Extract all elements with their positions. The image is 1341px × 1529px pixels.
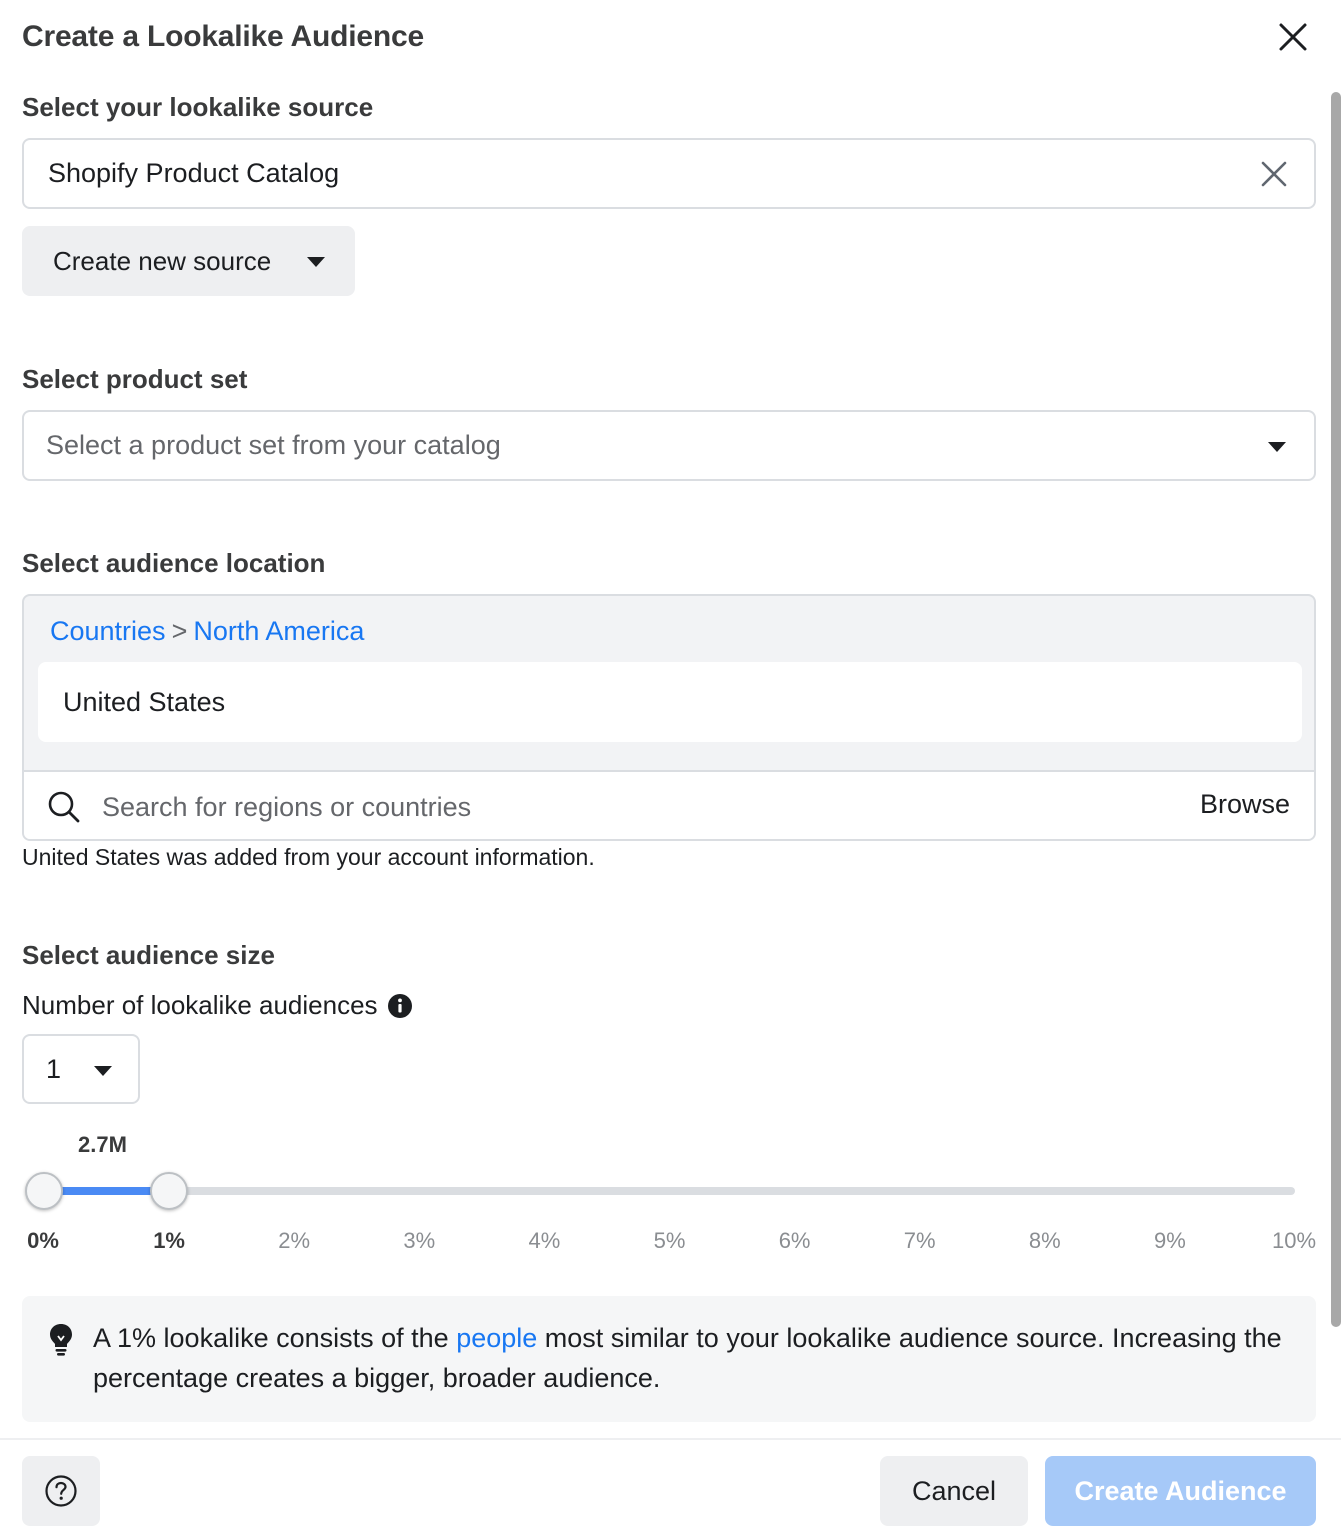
source-value: Shopify Product Catalog bbox=[48, 158, 340, 188]
product-set-select[interactable] bbox=[22, 410, 1316, 481]
tip-people-link[interactable]: people bbox=[456, 1323, 538, 1353]
breadcrumb-separator: > bbox=[171, 616, 188, 646]
audience-size-slider-track[interactable] bbox=[44, 1187, 1295, 1195]
selected-location-label: United States bbox=[63, 686, 226, 717]
source-field[interactable] bbox=[22, 138, 1316, 209]
create-audience-button[interactable]: Create Audience bbox=[1045, 1456, 1316, 1526]
slider-end-handle[interactable] bbox=[150, 1172, 188, 1210]
audience-count-label: Number of lookalike audiences bbox=[22, 990, 378, 1020]
audience-size-section-label: Select audience size bbox=[22, 940, 275, 970]
caret-down-icon bbox=[94, 1066, 112, 1076]
audience-count-label-row bbox=[22, 990, 413, 1021]
estimated-audience-size: 2.7M bbox=[78, 1132, 127, 1157]
location-search-input[interactable] bbox=[102, 772, 1152, 841]
product-set-placeholder: Select a product set from your catalog bbox=[46, 430, 501, 460]
slider-tick-9: 9% bbox=[1153, 1228, 1186, 1253]
slider-tick-10: 10% bbox=[1271, 1228, 1317, 1253]
location-section-label: Select audience location bbox=[22, 548, 326, 578]
slider-tick-1: 1% bbox=[153, 1228, 185, 1253]
location-hint: United States was added from your account information. bbox=[22, 844, 595, 870]
caret-down-icon bbox=[307, 257, 325, 267]
create-new-source-button[interactable] bbox=[22, 226, 355, 296]
info-icon[interactable] bbox=[387, 993, 413, 1019]
lightbulb-icon bbox=[46, 1322, 76, 1358]
caret-down-icon bbox=[1268, 442, 1286, 452]
cancel-button[interactable]: Cancel bbox=[880, 1456, 1028, 1526]
slider-tick-7: 7% bbox=[903, 1228, 936, 1253]
lookalike-tip bbox=[22, 1296, 1316, 1422]
help-button[interactable] bbox=[22, 1456, 100, 1526]
tip-text bbox=[93, 1318, 1293, 1398]
slider-tick-8: 8% bbox=[1028, 1228, 1061, 1253]
dialog-footer bbox=[0, 1438, 1341, 1529]
close-button[interactable] bbox=[1272, 16, 1314, 58]
breadcrumb-north-america[interactable]: North America bbox=[193, 616, 365, 646]
selected-location-chip[interactable] bbox=[38, 662, 1302, 742]
slider-tick-0: 0% bbox=[27, 1228, 59, 1253]
slider-tick-2: 2% bbox=[278, 1228, 311, 1253]
slider-tick-4: 4% bbox=[528, 1228, 561, 1253]
search-icon bbox=[46, 789, 82, 825]
question-icon bbox=[44, 1474, 78, 1508]
tip-text-before: A 1% lookalike consists of the bbox=[93, 1323, 457, 1353]
slider-tick-6: 6% bbox=[778, 1228, 811, 1253]
audience-count-select[interactable] bbox=[22, 1034, 140, 1104]
location-picker bbox=[22, 594, 1316, 841]
audience-count-value: 1 bbox=[46, 1053, 62, 1084]
close-icon bbox=[1278, 22, 1308, 52]
dialog-title: Create a Lookalike Audience bbox=[22, 20, 424, 53]
location-breadcrumb bbox=[50, 616, 364, 647]
slider-tick-3: 3% bbox=[403, 1228, 436, 1253]
browse-button[interactable]: Browse bbox=[1199, 789, 1290, 819]
clear-source-button[interactable] bbox=[1254, 154, 1294, 194]
slider-start-handle[interactable] bbox=[25, 1172, 63, 1210]
scrollbar[interactable] bbox=[1331, 92, 1341, 1327]
clear-icon bbox=[1261, 161, 1287, 187]
product-set-section-label: Select product set bbox=[22, 364, 248, 394]
create-new-source-label: Create new source bbox=[53, 245, 272, 276]
location-search-row bbox=[24, 770, 1314, 841]
slider-tick-5: 5% bbox=[653, 1228, 686, 1253]
source-section-label: Select your lookalike source bbox=[22, 92, 374, 122]
tip-text-after: most similar to your lookalike audience source. Increasing the percentage creates a bigger, broader audience. bbox=[93, 1323, 1282, 1393]
breadcrumb-countries[interactable]: Countries bbox=[50, 616, 166, 646]
